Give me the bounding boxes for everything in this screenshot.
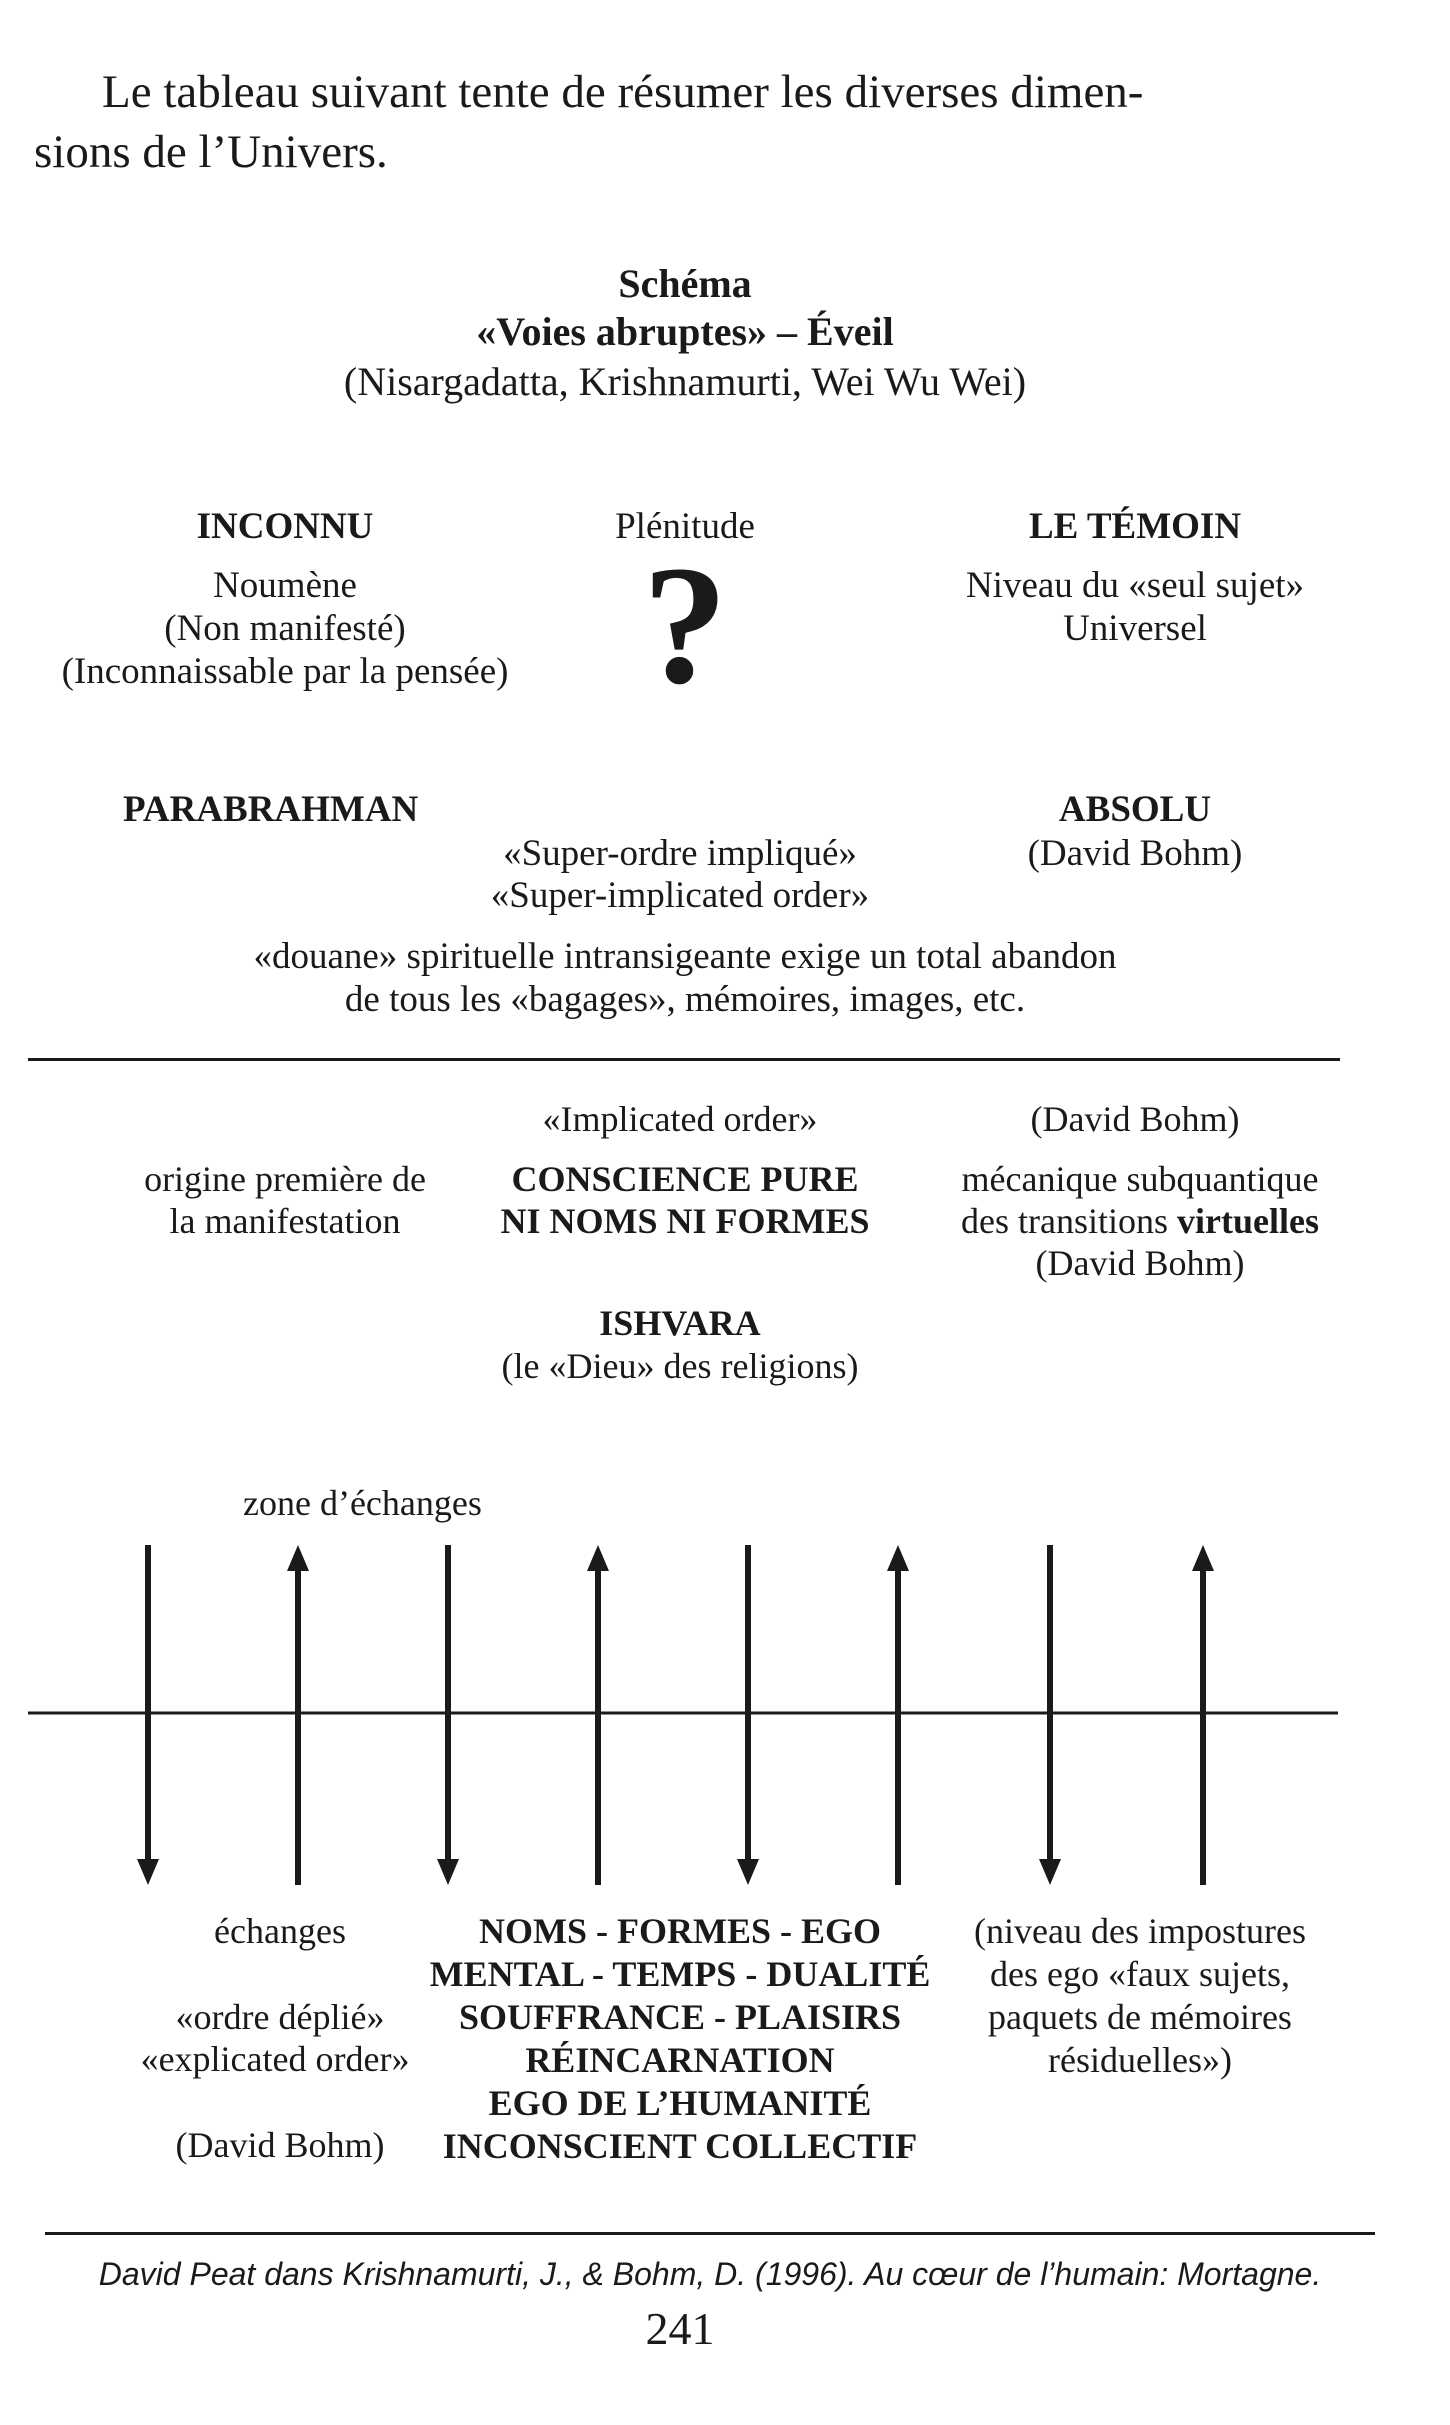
origine-line-1: origine première de xyxy=(144,1159,426,1199)
schema-subtitle: «Voies abruptes» – Éveil xyxy=(476,309,894,354)
temoin-heading: LE TÉMOIN xyxy=(1028,506,1242,547)
intro-line-1: Le tableau suivant tente de résumer les diverses dimen- xyxy=(102,66,1144,118)
question-mark-icon: ? xyxy=(642,531,728,719)
bottom-center-line-1: NOMS - FORMES - EGO xyxy=(479,1911,881,1951)
exchange-arrows xyxy=(137,1545,1214,1885)
subquantique-bohm: (David Bohm) xyxy=(1035,1243,1245,1283)
implicated-order-text: «Implicated order» xyxy=(542,1099,818,1139)
bottom-center-line-2: MENTAL - TEMPS - DUALITÉ xyxy=(429,1954,931,1994)
virtuelles-text: virtuelles xyxy=(1177,1201,1319,1241)
bottom-center-line-5: EGO DE L’HUMANITÉ xyxy=(488,2083,872,2123)
inconnu-heading: INCONNU xyxy=(196,506,374,547)
subquantique-line-1: mécanique subquantique xyxy=(961,1159,1319,1199)
bottom-center-line-6: INCONSCIENT COLLECTIF xyxy=(442,2126,918,2166)
schema-title: Schéma xyxy=(618,261,752,306)
douane-line-2: de tous les «bagages», mémoires, images, etc. xyxy=(344,979,1026,1020)
bottom-center-line-4: RÉINCARNATION xyxy=(525,2040,835,2080)
impostures-line-1: (niveau des impostures xyxy=(974,1911,1306,1951)
ordre-deplie-text: «ordre déplié» xyxy=(175,1997,385,2037)
transitions-text: des transitions xyxy=(961,1201,1177,1241)
echanges-label: échanges xyxy=(214,1911,346,1951)
universel-text: Universel xyxy=(1063,608,1207,649)
arrow-up-icon xyxy=(887,1545,909,1885)
ni-noms-ni-formes-label: NI NOMS NI FORMES xyxy=(500,1201,870,1241)
footer-rule xyxy=(45,2232,1375,2235)
super-ordre-text: «Super-ordre impliqué» xyxy=(503,833,857,874)
non-manifeste-text: (Non manifesté) xyxy=(164,608,406,649)
bottom-bohm-text: (David Bohm) xyxy=(175,2125,385,2165)
ishvara-label: ISHVARA xyxy=(599,1303,761,1343)
inconnaissable-text: (Inconnaissable par la pensée) xyxy=(61,651,509,692)
impostures-line-2: des ego «faux sujets, xyxy=(990,1954,1290,1994)
impostures-line-3: paquets de mémoires xyxy=(988,1997,1292,2037)
arrow-up-icon xyxy=(1192,1545,1214,1885)
explicated-order-text: «explicated order» xyxy=(140,2039,410,2079)
arrow-down-icon xyxy=(737,1545,759,1885)
noumene-text: Noumène xyxy=(213,565,357,606)
arrow-down-icon xyxy=(437,1545,459,1885)
middle-bohm-top: (David Bohm) xyxy=(1030,1099,1240,1139)
intro-line-2: sions de l’Univers. xyxy=(34,126,388,178)
impostures-line-4: résiduelles») xyxy=(1048,2040,1232,2080)
arrow-down-icon xyxy=(1039,1545,1061,1885)
absolu-label: ABSOLU xyxy=(1058,789,1212,830)
schema-authors: (Nisargadatta, Krishnamurti, Wei Wu Wei) xyxy=(343,359,1027,404)
seul-sujet-text: Niveau du «seul sujet» xyxy=(965,565,1305,606)
douane-line-1: «douane» spirituelle intransigeante exige un total abandon xyxy=(253,936,1117,977)
super-implicated-text: «Super-implicated order» xyxy=(490,875,870,916)
arrow-down-icon xyxy=(137,1545,159,1885)
page-number: 241 xyxy=(645,2303,715,2354)
citation-text: David Peat dans Krishnamurti, J., & Bohm, D. (1996). Au cœur de l’humain: Mortagne. xyxy=(98,2256,1322,2292)
zone-echanges-label: zone d’échanges xyxy=(243,1483,482,1523)
arrow-up-icon xyxy=(287,1545,309,1885)
absolu-bohm-text: (David Bohm) xyxy=(1027,833,1243,874)
conscience-pure-label: CONSCIENCE PURE xyxy=(511,1159,859,1199)
plenitude-label: Plénitude xyxy=(615,506,755,547)
origine-line-2: la manifestation xyxy=(169,1201,401,1241)
arrow-up-icon xyxy=(587,1545,609,1885)
dieu-religions-text: (le «Dieu» des religions) xyxy=(501,1346,859,1386)
bottom-center-line-3: SOUFFRANCE - PLAISIRS xyxy=(458,1997,902,2037)
parabrahman-label: PARABRAHMAN xyxy=(123,789,419,830)
